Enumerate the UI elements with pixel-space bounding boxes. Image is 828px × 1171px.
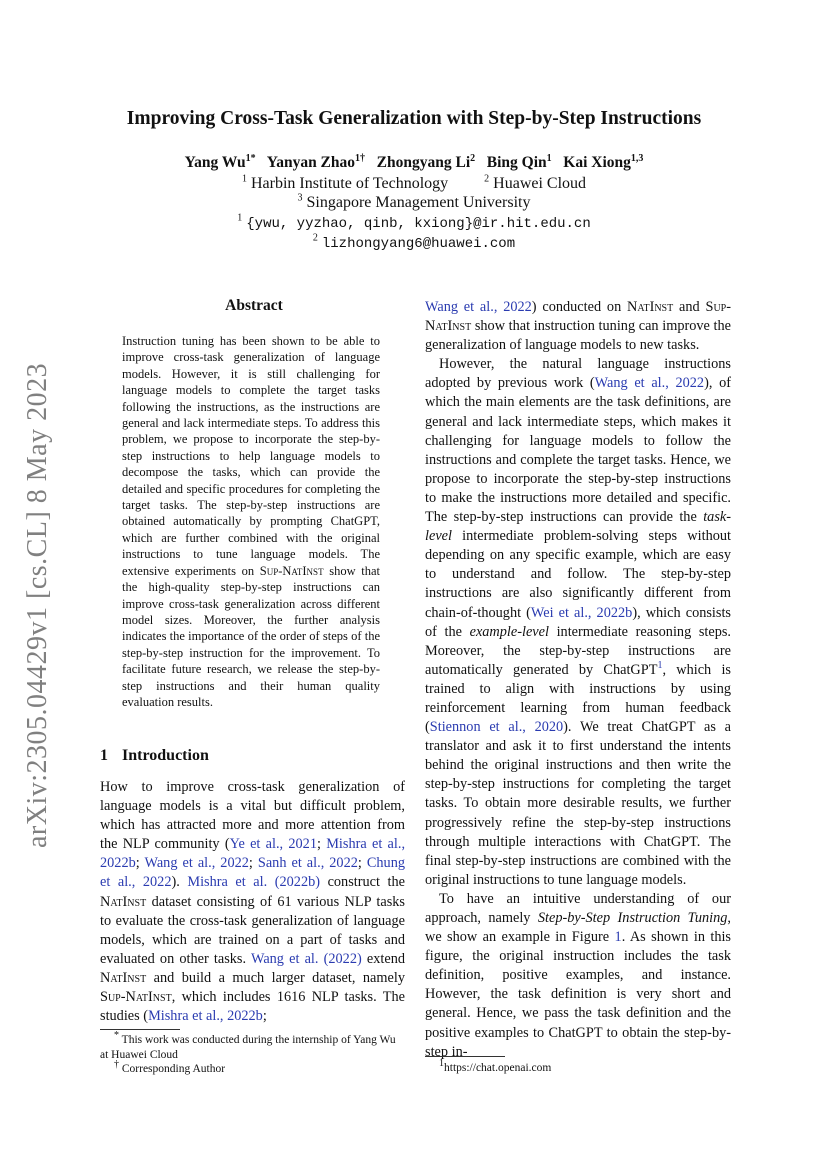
affiliation-mark: 2 xyxy=(484,173,490,185)
emphasis-text: example-level xyxy=(469,623,549,640)
email-line-2 xyxy=(60,233,768,254)
body-text: How to improve cross-task generalization of language models is a vital but difficult problem, which has attracted more and more attention from the NLP community ( xyxy=(100,779,405,853)
body-text: extend xyxy=(361,950,406,967)
footnote-url[interactable]: https://chat.openai.com xyxy=(444,1062,552,1074)
abstract-text: show that the high-quality step-by-step instructions can improve cross-task generalization across different model sizes. Moreover, the further analysis indicates the importance of the order of steps of the step-by-step instruction for the improvement. To facilitate future research, we release the step-by-step instructions and their human quality evaluation results. xyxy=(122,563,380,709)
email-huawei[interactable]: lizhongyang6@huawei.com xyxy=(321,236,516,252)
dataset-name: Sup-NatInst xyxy=(425,299,731,335)
affiliation-smu: Singapore Management University xyxy=(306,194,531,211)
body-text: , we show an example in Figure xyxy=(425,910,731,946)
body-text: To have an intuitive understanding of our approach, namely xyxy=(425,890,731,926)
citation-link[interactable]: Wang et al., 2022 xyxy=(594,375,705,392)
body-text: show that instruction tuning can improve the generalization of language models to new tasks. xyxy=(425,318,731,354)
affiliation-line-2 xyxy=(60,193,768,213)
dataset-name: NatInst xyxy=(100,969,147,986)
affiliation-mark: 3 xyxy=(297,192,303,204)
author-affiliation-mark: 2 xyxy=(470,152,476,164)
citation-link[interactable]: Mishra et al., 2022b xyxy=(100,836,406,872)
body-text: ), of which the main elements are the task definitions, are general and lack intermediate steps, which makes it challenging for language models to follow the instructions and complete the target tasks. Hence, we propose to incorporate the step-by-step instructions to make the instructions more detailed and specific. The step-by-step instructions can provide the xyxy=(425,375,732,526)
citation-link[interactable]: Wei et al., 2022b xyxy=(530,604,633,621)
body-text: ; xyxy=(135,855,145,872)
citation-link[interactable]: Stiennon et al., 2020 xyxy=(429,719,564,736)
section-number: 1 xyxy=(100,747,108,764)
email-mark: 1 xyxy=(237,212,243,224)
dataset-name: NatInst xyxy=(627,299,674,315)
body-text: ; xyxy=(262,1008,267,1025)
emphasis-text: Step-by-Step Instruction Tuning xyxy=(537,910,728,926)
abstract-heading: Abstract xyxy=(225,297,283,314)
footnote xyxy=(100,1030,405,1062)
body-text: . As shown in this figure, the original instruction includes the task definition, positive examples, and instance. However, the task definition is very short and general. Hence, we pass the task definition and the positive examples to ChatGPT to obtain the step-by-step in- xyxy=(425,929,732,1060)
citation-link[interactable]: Wang et al., 2022 xyxy=(425,299,532,315)
body-text: , which is trained to align with instructions by using reinforcement learning from human feedback ( xyxy=(425,661,731,736)
body-text: ; xyxy=(357,855,367,872)
footnote-text: Corresponding Author xyxy=(121,1063,226,1075)
email-line-1 xyxy=(60,213,768,234)
citation-link[interactable]: Mishra et al., 2022b xyxy=(148,1008,263,1025)
author-affiliation-mark: 1 xyxy=(546,152,552,164)
figure-link[interactable]: 1 xyxy=(614,929,622,946)
intro-left-column xyxy=(100,778,405,1026)
body-text: ) conducted on xyxy=(531,299,628,315)
author-affiliation-mark: 1* xyxy=(245,152,256,164)
dataset-name: Sup-NatInst xyxy=(259,563,324,578)
affiliation-mark: 1 xyxy=(241,173,247,185)
body-text: , which includes 1616 NLP tasks. The studies ( xyxy=(100,989,405,1025)
author-name: Zhongyang Li xyxy=(376,154,471,171)
abstract-text: Instruction tuning has been shown to be able to improve cross-task generalization of language models. However, it is still challenging for language models to complete the target tasks following the instructions, as the instructions are general and lack intermediate steps. To address this problem, we propose to incorporate the step-by-step instructions to help language models to decompose the tasks, which can provide the detailed and specific procedures for completing the target tasks. The step-by-step instructions are obtained automatically by prompting ChatGPT, which are further combined with the original instructions to tune language models. The extensive experiments on xyxy=(122,334,380,578)
section-title: Introduction xyxy=(122,747,209,764)
affiliation-hit: Harbin Institute of Technology xyxy=(250,175,449,192)
email-mark: 2 xyxy=(312,232,318,244)
intro-right-column xyxy=(425,298,731,1062)
author-name: Bing Qin xyxy=(486,154,547,171)
author-name: Kai Xiong xyxy=(563,154,631,171)
citation-link[interactable]: Wang et al. (2022) xyxy=(250,950,362,967)
footnote-rule xyxy=(100,1029,180,1030)
body-text: intermediate problem-solving steps without depending on any specific example, which are easy to understand and follow. The step-by-step instructions are also significantly different from chain-of-thought ( xyxy=(425,528,731,621)
body-text: ). We treat ChatGPT as a translator and ask it to first understand the intents behind the original instructions and then write the step-by-step instructions for completing the target tasks. To obtain more desirable results, we further progressively refine the step-by-step instructions through multiple interactions with ChatGPT. The final step-by-step instructions are combined with the original instructions to tune language models. xyxy=(425,719,731,888)
section-heading xyxy=(100,746,209,766)
dataset-name: Sup-NatInst xyxy=(100,989,172,1006)
citation-link[interactable]: Wang et al., 2022 xyxy=(144,855,249,872)
author-name: Yanyan Zhao xyxy=(266,154,356,171)
arxiv-identifier: arXiv:2305.04429v1 [cs.CL] 8 May 2023 xyxy=(22,362,53,848)
body-text: intermediate reasoning steps. Moreover, the step-by-step instructions are automatically generated by ChatGPT xyxy=(425,623,731,678)
footnote-link[interactable]: 1 xyxy=(657,660,663,672)
body-text: dataset consisting of 61 various NLP tasks to evaluate the cross-task generalization of language models, which are trained on a part of tasks and evaluated on other tasks. xyxy=(100,893,405,967)
abstract-body xyxy=(122,333,380,710)
footnote-rule xyxy=(425,1056,505,1057)
body-text: and build a much larger dataset, namely xyxy=(146,969,405,986)
paper-title: Improving Cross-Task Generalization with Step-by-Step Instructions xyxy=(126,108,702,129)
dataset-name: NatInst xyxy=(100,893,147,910)
emphasis-text: task-level xyxy=(425,509,731,545)
affiliation-huawei: Huawei Cloud xyxy=(493,175,587,192)
citation-link[interactable]: Chung et al., 2022 xyxy=(100,855,406,891)
email-hit[interactable]: {ywu, yyzhao, qinb, kxiong}@ir.hit.edu.cn xyxy=(246,216,591,232)
author-list xyxy=(60,153,768,173)
author-affiliation-mark: 1,3 xyxy=(630,152,644,164)
body-text: ), which consists of the xyxy=(425,604,731,640)
body-text: ). xyxy=(171,874,188,891)
author-affiliation-mark: 1† xyxy=(355,152,366,164)
citation-link[interactable]: Mishra et al. (2022b) xyxy=(187,874,321,891)
body-text: ; xyxy=(316,836,327,853)
footnote-mark: 1 xyxy=(439,1058,444,1070)
footnote xyxy=(100,1059,405,1077)
citation-link[interactable]: Sanh et al., 2022 xyxy=(257,855,358,872)
footnote xyxy=(425,1058,731,1076)
author-name: Yang Wu xyxy=(184,154,246,171)
body-text: However, the natural language instructions adopted by previous work ( xyxy=(425,356,731,392)
footnote-text: This work was conducted during the internship of Yang Wu at Huawei Cloud xyxy=(100,1034,396,1061)
footnote-mark: * xyxy=(114,1030,119,1042)
footnote-mark: † xyxy=(114,1059,119,1071)
body-text: construct the xyxy=(320,874,405,891)
body-text: ; xyxy=(248,855,258,872)
body-text: and xyxy=(673,299,706,315)
affiliation-line-1 xyxy=(60,174,768,194)
citation-link[interactable]: Ye et al., 2021 xyxy=(229,836,317,853)
